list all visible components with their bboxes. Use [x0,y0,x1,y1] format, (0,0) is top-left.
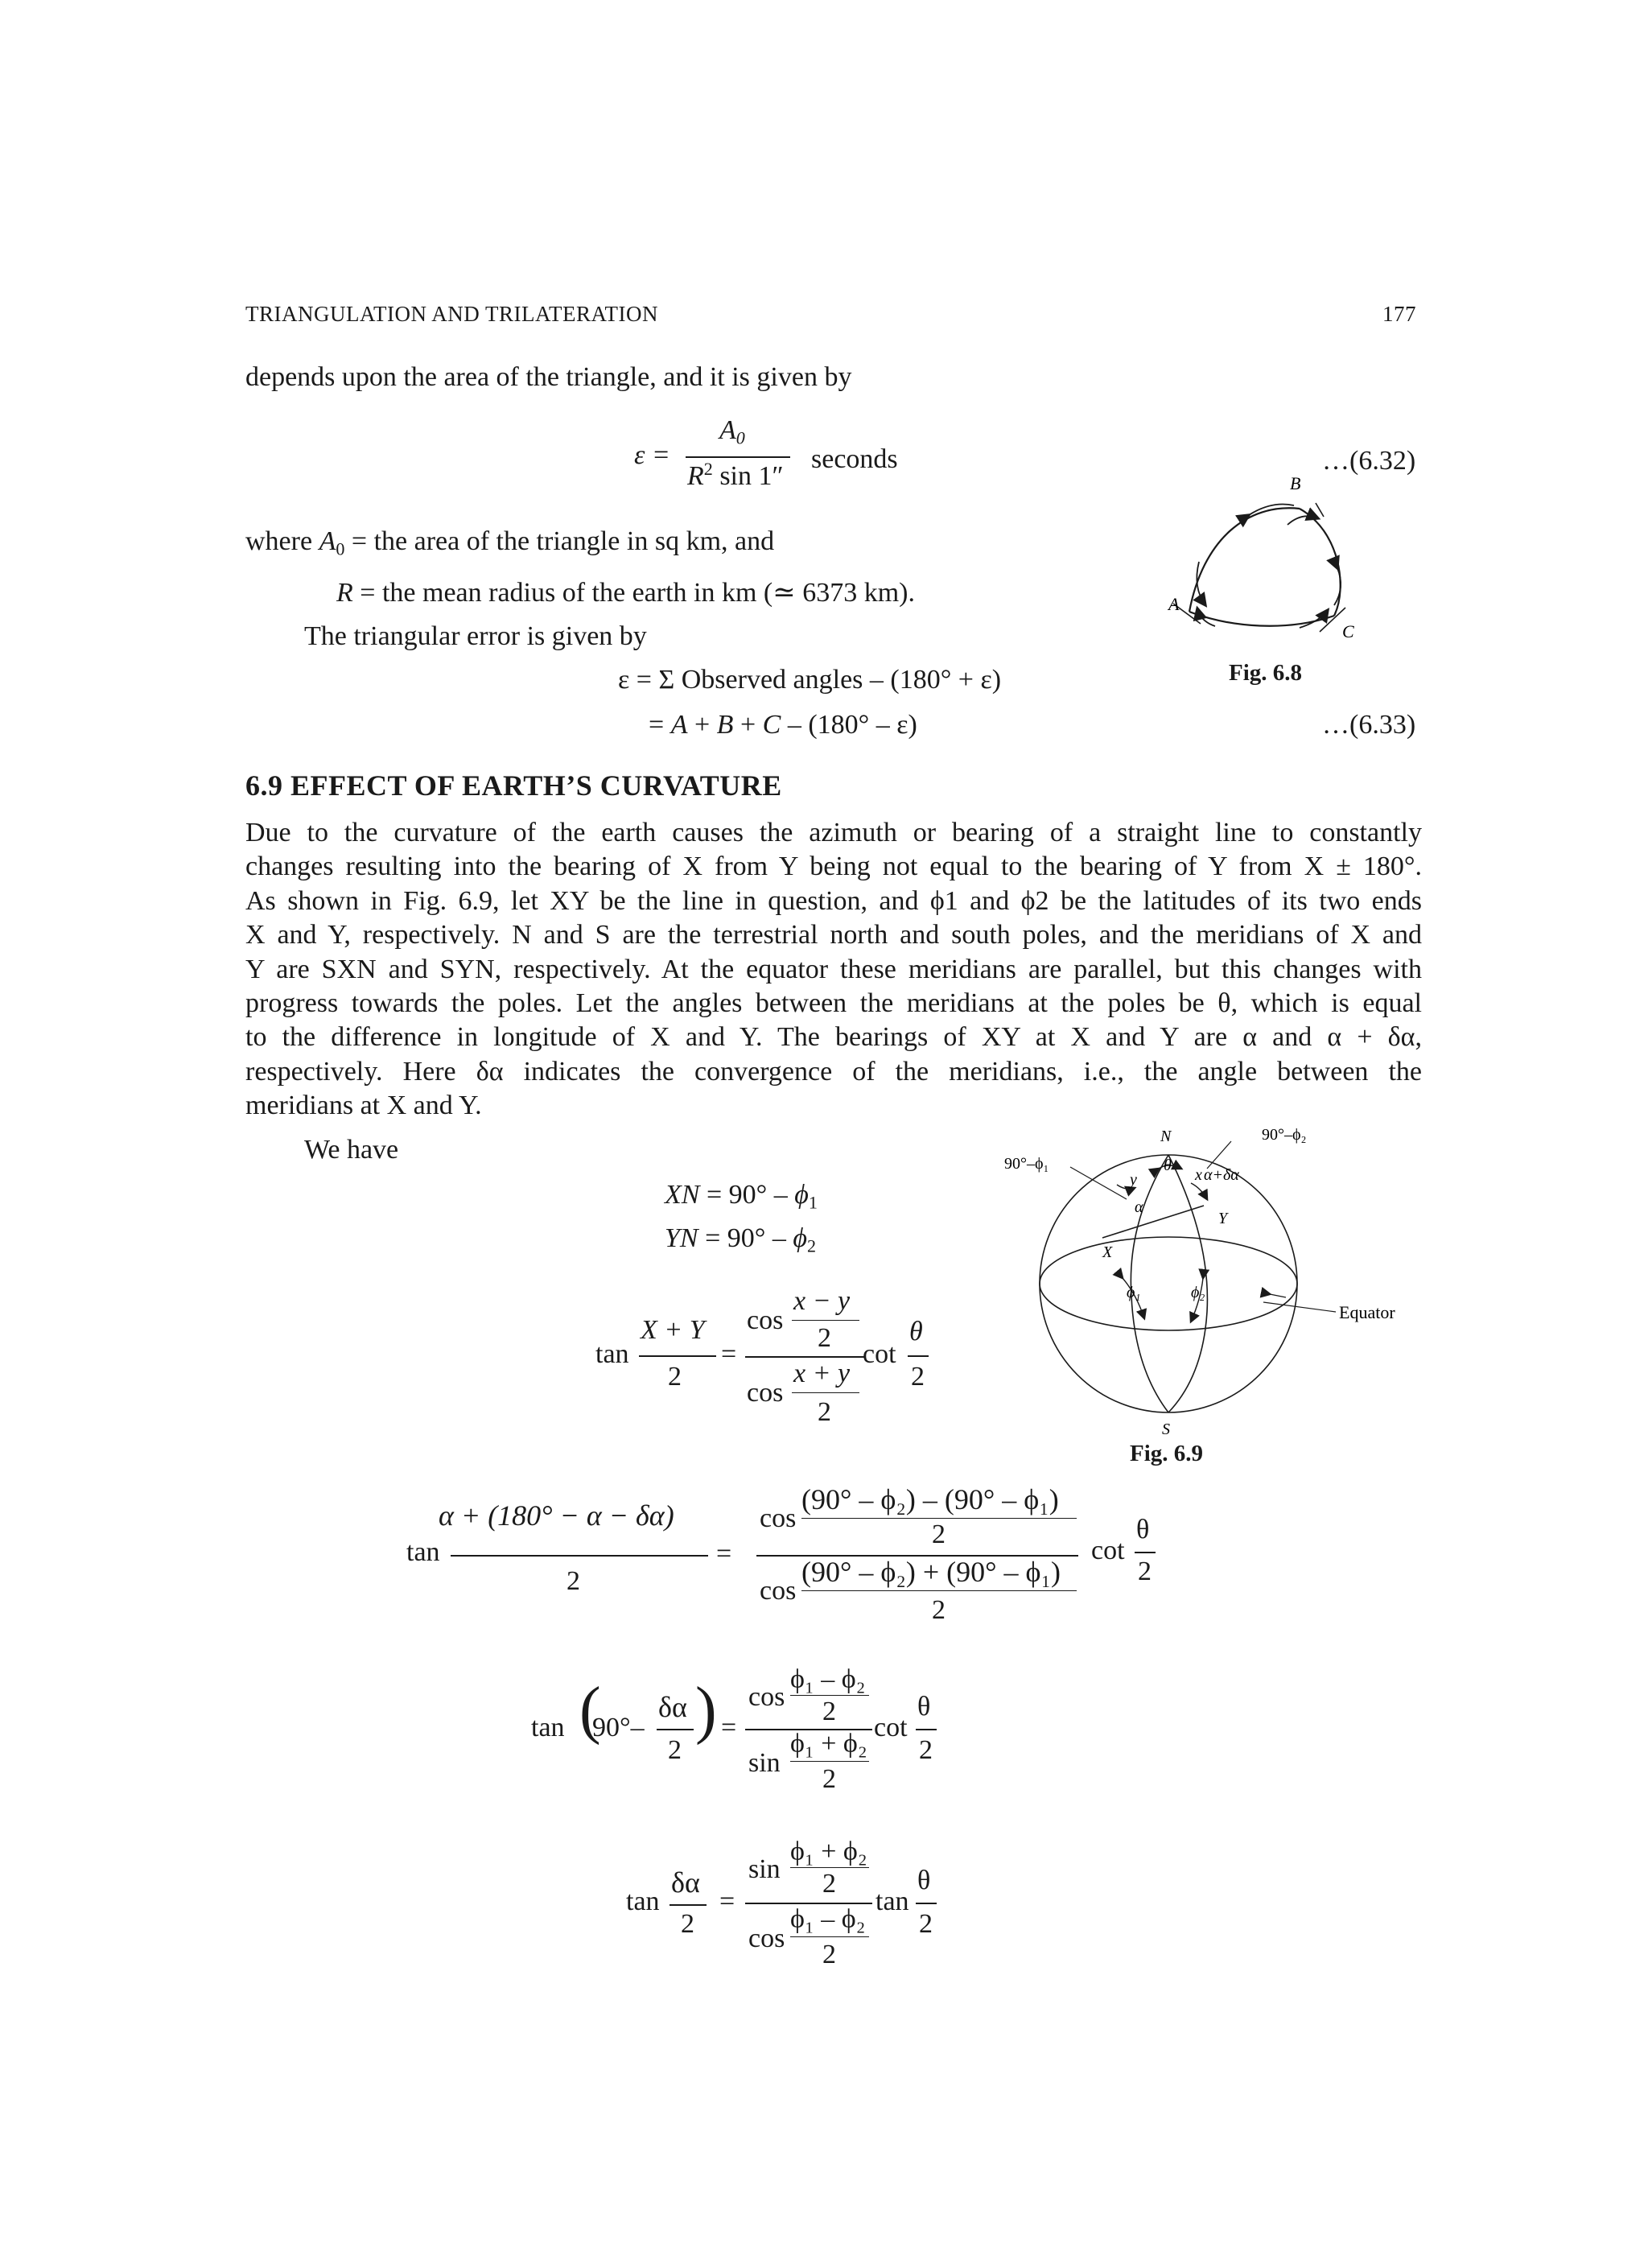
paragraph-line: changes resulting into the bearing of X from Y being not equal to the bearing of Y from X ± 180°. [245,852,1422,882]
eq-alpha-cos-num: cos [760,1503,797,1533]
fig69-label-n: N [1160,1128,1172,1145]
fig68-label-c: C [1342,621,1354,641]
fig69-label-equator: Equator [1339,1302,1395,1322]
fig69-label-90-phi1: 90°–ϕ₁ [1004,1155,1049,1173]
eq-90-sum-bar [790,1761,869,1762]
fig69-line-xy [1102,1206,1204,1238]
fig69-label-phi1: ϕ₁ [1127,1284,1141,1301]
eq-alpha-den: (90° – ϕ₂) + (90° – ϕ₁) [801,1556,1061,1588]
eq-final-diff-bar [790,1936,869,1937]
eq-90-sum: ϕ₁ + ϕ₂ [790,1729,867,1759]
eq-final-cos: cos [748,1924,785,1953]
eq-half-lhs-num: X + Y [641,1315,705,1345]
eq-final-sum: ϕ₁ + ϕ₂ [790,1837,867,1866]
intro-line: depends upon the area of the triangle, and it is given by [245,362,852,392]
eq-final-delta-alpha: δα [671,1866,700,1899]
eq-alpha-tan: tan [406,1537,440,1567]
eq-final-lhs-bar [670,1904,707,1906]
paragraph-line: to the difference in longitude of X and Y. The bearings of XY at X and Y are α and α + δα, [245,1022,1422,1053]
eq-90-cot: cot [874,1713,908,1742]
eq-xn: XN = $90^\circ - \phi_1$ [665,1180,818,1213]
section-heading: 6.9 EFFECT OF EARTH’S CURVATURE [245,769,782,802]
eq-632-unit: seconds [811,444,898,474]
eq-90-paren-right: ) [695,1675,717,1746]
eq-final-theta-bar [916,1903,937,1904]
eq-90-theta-bar [916,1729,937,1730]
fig69-label-alpha-plus: α+δα [1204,1166,1239,1184]
fig68-side-bc [1300,509,1341,616]
paragraph-line: Y are SXN and SYN, respectively. At the equator these meridians are parallel, but this changes with [245,954,1422,984]
eq-90-diff: ϕ₁ – ϕ₂ [790,1664,866,1694]
fig69-label-y: Y [1218,1210,1228,1227]
eq-alpha-num: (90° – ϕ₂) – (90° – ϕ₁) [801,1483,1059,1515]
fig-6-8-caption: Fig. 6.8 [1229,660,1303,686]
paragraph-line: respectively. Here δα indicates the convergence of the meridians, i.e., the angle between the [245,1056,1422,1087]
eq-half-num-frac-two: 2 [818,1323,831,1353]
eq-alpha-num-two: 2 [932,1520,946,1549]
eq-90-sin: sin [748,1748,781,1778]
eq-half-cos-num: cos [747,1305,784,1335]
paragraph-line: meridians at X and Y. [245,1091,482,1121]
eq-alpha-lhs-den: 2 [566,1566,580,1596]
eq-final-theta-two: 2 [919,1909,933,1939]
eq-half-num-frac-bar [792,1320,859,1321]
eq-final-sum-two: 2 [822,1869,836,1899]
fig69-alpha-plus-arc [1191,1183,1207,1199]
we-have-line: We have [304,1135,399,1165]
eq-final-tan: tan [626,1887,660,1916]
eq-half-den-frac-bar [792,1392,859,1393]
eq-alpha-theta-two: 2 [1138,1557,1152,1586]
eq-90-tan: tan [531,1713,565,1742]
eq-632-numerator: $A_0$ [719,415,745,448]
triangular-error-line: The triangular error is given by [304,621,647,651]
eq-alpha-cos-den: cos [760,1576,797,1606]
fig68-angle-b-arc-right [1288,516,1318,525]
eq-alpha-den-two: 2 [932,1595,946,1625]
eq-half-lhs-den: 2 [668,1362,682,1392]
fig69-label-alpha: α [1135,1198,1143,1216]
eq-90-theta-two: 2 [919,1735,933,1765]
eq-90-lhs-two: 2 [668,1735,682,1765]
fig68-label-b: B [1290,473,1301,493]
fig69-label-y-small: y [1130,1171,1137,1189]
eq-half-lhs-bar [639,1355,716,1357]
paragraph-line: progress towards the poles. Let the angles between the meridians at the poles be θ, which is equal [245,988,1422,1018]
fig68-angle-a-arc [1197,562,1205,605]
paragraph-line: X and Y, respectively. N and S are the terrestrial north and south poles, and the meridians of X and [245,920,1422,950]
eq-half-theta-two: 2 [911,1362,925,1392]
page-number: 177 [1382,302,1416,326]
eq-half-theta-bar [908,1355,929,1357]
eq-alpha-lhs-bar [451,1555,708,1557]
eq-final-equals: = [719,1887,735,1916]
fig69-label-phi2: ϕ₂ [1191,1284,1205,1301]
eq-half-den-frac-two: 2 [818,1397,831,1427]
eq-alpha-equals: = [716,1539,732,1569]
fig69-label-90-phi2: 90°–ϕ₂ [1262,1126,1307,1144]
eq-half-den-frac-top: x + y [793,1359,851,1388]
fig69-label-x-small: x [1195,1166,1202,1184]
eq-90-theta: θ [917,1692,931,1722]
eq-half-theta: θ [909,1317,923,1346]
eq-633-line2: = A + B + C – (180° – ε) [649,710,917,740]
eq-632-tag: …(6.32) [1322,446,1416,476]
eq-alpha-num-bar [801,1518,1077,1519]
eq-final-lhs-two: 2 [681,1909,694,1939]
eq-90-diff-bar [790,1695,869,1696]
eq-90-lhs-bar [657,1729,694,1730]
eq-633-line1: ε = Σ Observed angles – (180° + ε) [618,665,1002,695]
fig-6-8-diagram [1159,467,1368,652]
eq-632-fraction-bar [686,456,790,458]
eq-half-main-bar [745,1356,866,1358]
eq-632-denominator: $R^2$ sin 1″ [687,458,784,491]
eq-final-sin: sin [748,1854,781,1884]
section-paragraph [245,816,1422,1124]
eq-alpha-den-bar [801,1590,1077,1591]
fig69-sphere [1040,1155,1297,1412]
fig68-label-a: A [1168,594,1180,614]
eq-half-cot: cot [863,1339,896,1369]
eq-half-cos-den: cos [747,1378,784,1408]
eq-90-equals: = [721,1713,737,1742]
eq-632-lhs: ε = [634,440,670,470]
eq-90-sum-two: 2 [822,1764,836,1794]
fig-6-9-diagram [990,1111,1408,1449]
where-r-line: R = the mean radius of the earth in km (≃ 6373 km). [336,578,915,608]
fig-6-9-caption: Fig. 6.9 [1130,1441,1204,1466]
eq-half-tan: tan [595,1339,629,1369]
eq-half-equals: = [721,1339,737,1369]
eq-90-paren-left: ( [579,1675,601,1746]
fig69-label-theta: θ [1164,1157,1172,1174]
eq-yn: YN = $90^\circ - \phi_2$ [665,1223,817,1256]
fig69-label-x: X [1102,1243,1113,1261]
eq-final-sum-bar [790,1867,869,1868]
eq-final-theta: θ [917,1866,931,1895]
eq-alpha-cot: cot [1091,1536,1125,1565]
where-a0-line: where $A_0$ = the area of the triangle in sq km, and [245,526,775,559]
fig68-side-ab [1189,508,1300,612]
paragraph-line: As shown in Fig. 6.9, let XY be the line in question, and ϕ1 and ϕ2 be the latitudes of its two ends [245,885,1422,916]
eq-633-tag: …(6.33) [1322,710,1416,740]
eq-90-diff-two: 2 [822,1697,836,1726]
fig69-equator [1040,1237,1297,1330]
paragraph-line: Due to the curvature of the earth causes the azimuth or bearing of a straight line to constantly [245,818,1422,847]
eq-final-diff-two: 2 [822,1940,836,1969]
eq-alpha-theta-bar [1135,1552,1156,1553]
running-head-title: TRIANGULATION AND TRILATERATION [245,302,658,326]
eq-alpha-theta: θ [1136,1515,1150,1544]
eq-alpha-lhs-num: α + (180° − α − δα) [439,1499,674,1532]
eq-90-cos: cos [748,1682,785,1712]
fig69-label-s: S [1162,1421,1170,1438]
eq-final-diff: ϕ₁ – ϕ₂ [790,1904,866,1934]
eq-90-prefix: 90°– [592,1713,645,1742]
eq-final-tan-right: tan [876,1887,909,1916]
eq-90-delta-alpha: δα [658,1691,687,1723]
eq-half-num-frac-top: x − y [793,1286,851,1316]
